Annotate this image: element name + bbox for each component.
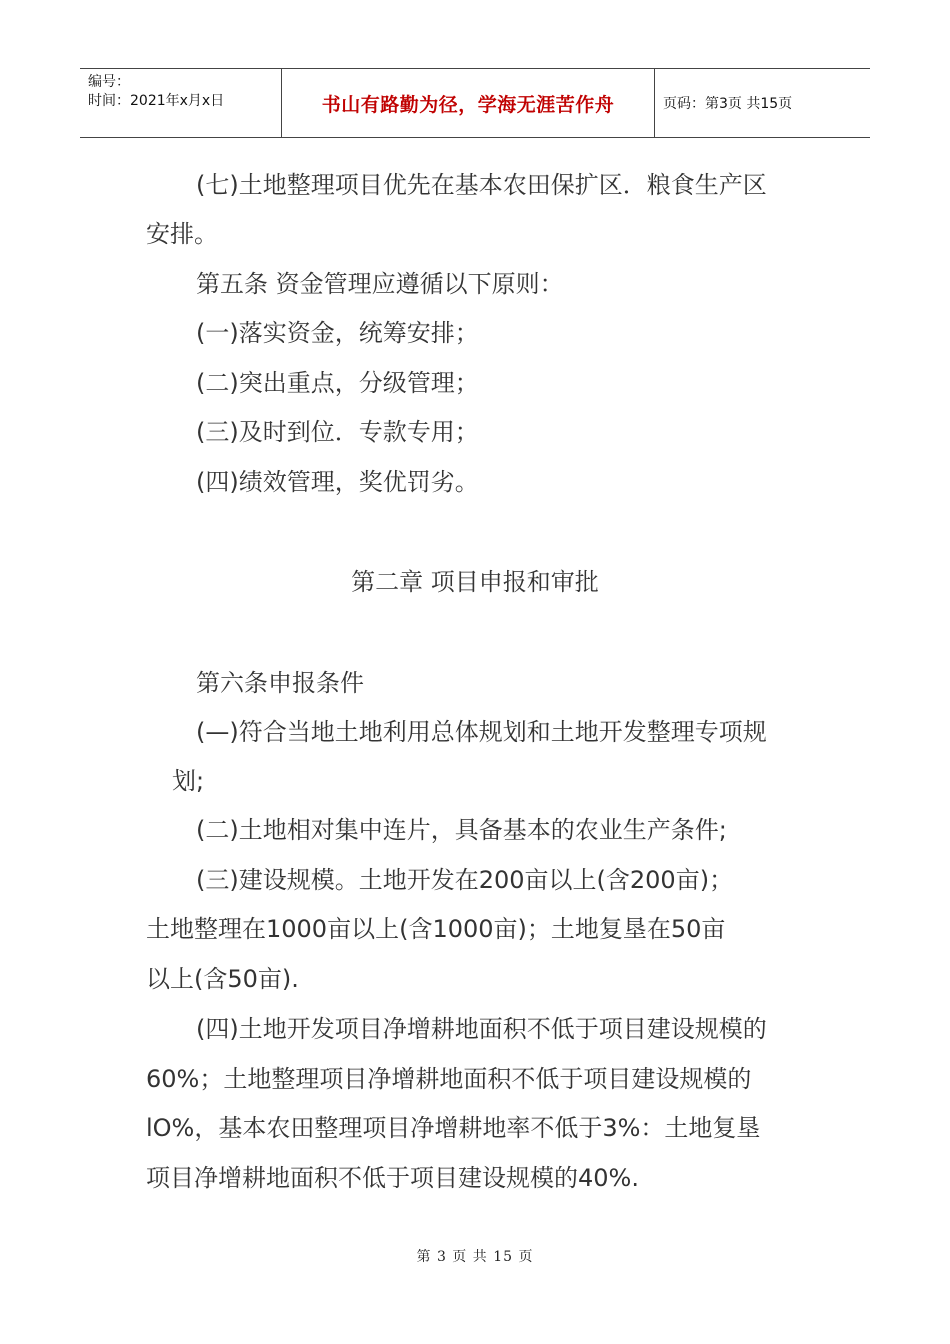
article-five-title: 第五条 资金管理应遵循以下原则： <box>196 270 564 298</box>
condition-four-line2: 60%；土地整理项目净增耕地面积不低于项目建设规模的 <box>146 1065 752 1093</box>
condition-four-line4: 项目净增耕地面积不低于项目建设规模的40%. <box>146 1164 639 1192</box>
condition-three-line3: 以上(含50亩). <box>146 965 299 993</box>
paragraph-seven-line1: (七)土地整理项目优先在基本农田保扩区．粮食生产区 <box>196 171 767 199</box>
condition-one-line1: (—)符合当地土地利用总体规划和土地开发整理专项规 <box>196 718 767 746</box>
paragraph-seven-line2: 安排。 <box>146 220 218 248</box>
condition-three-line1: (三)建设规模。土地开发在200亩以上(含200亩)； <box>196 866 734 894</box>
header-meta-cell <box>80 69 282 137</box>
principle-two: (二)突出重点，分级管理； <box>196 369 479 397</box>
condition-two: (二)土地相对集中连片，具备基本的农业生产条件; <box>196 816 727 844</box>
document-number-label: 编号： <box>88 74 130 90</box>
header-table <box>80 68 870 138</box>
page-footer: 第 3 页 共 15 页 <box>416 1249 534 1265</box>
header-motto: 书山有路勤为径，学海无涯苦作舟 <box>282 69 655 137</box>
condition-four-line3: lO%，基本农田整理项目净增耕地率不低于3%：土地复垦 <box>146 1114 761 1142</box>
condition-four-line1: (四)土地开发项目净增耕地面积不低于项目建设规模的 <box>196 1015 767 1043</box>
article-six-title: 第六条申报条件 <box>196 669 364 697</box>
principle-four: (四)绩效管理，奖优罚劣。 <box>196 468 479 496</box>
principle-one: (一)落实资金，统筹安排； <box>196 319 479 347</box>
condition-one-line2: 划; <box>172 767 205 795</box>
header-page-info: 页码：第3页 共15页 <box>663 96 793 112</box>
document-time-label: 时间：2021年x月x日 <box>88 93 225 109</box>
chapter-heading: 第二章 项目申报和审批 <box>351 568 599 596</box>
condition-three-line2: 土地整理在1000亩以上(含1000亩)；土地复垦在50亩 <box>146 915 726 943</box>
principle-three: (三)及时到位．专款专用； <box>196 418 479 446</box>
